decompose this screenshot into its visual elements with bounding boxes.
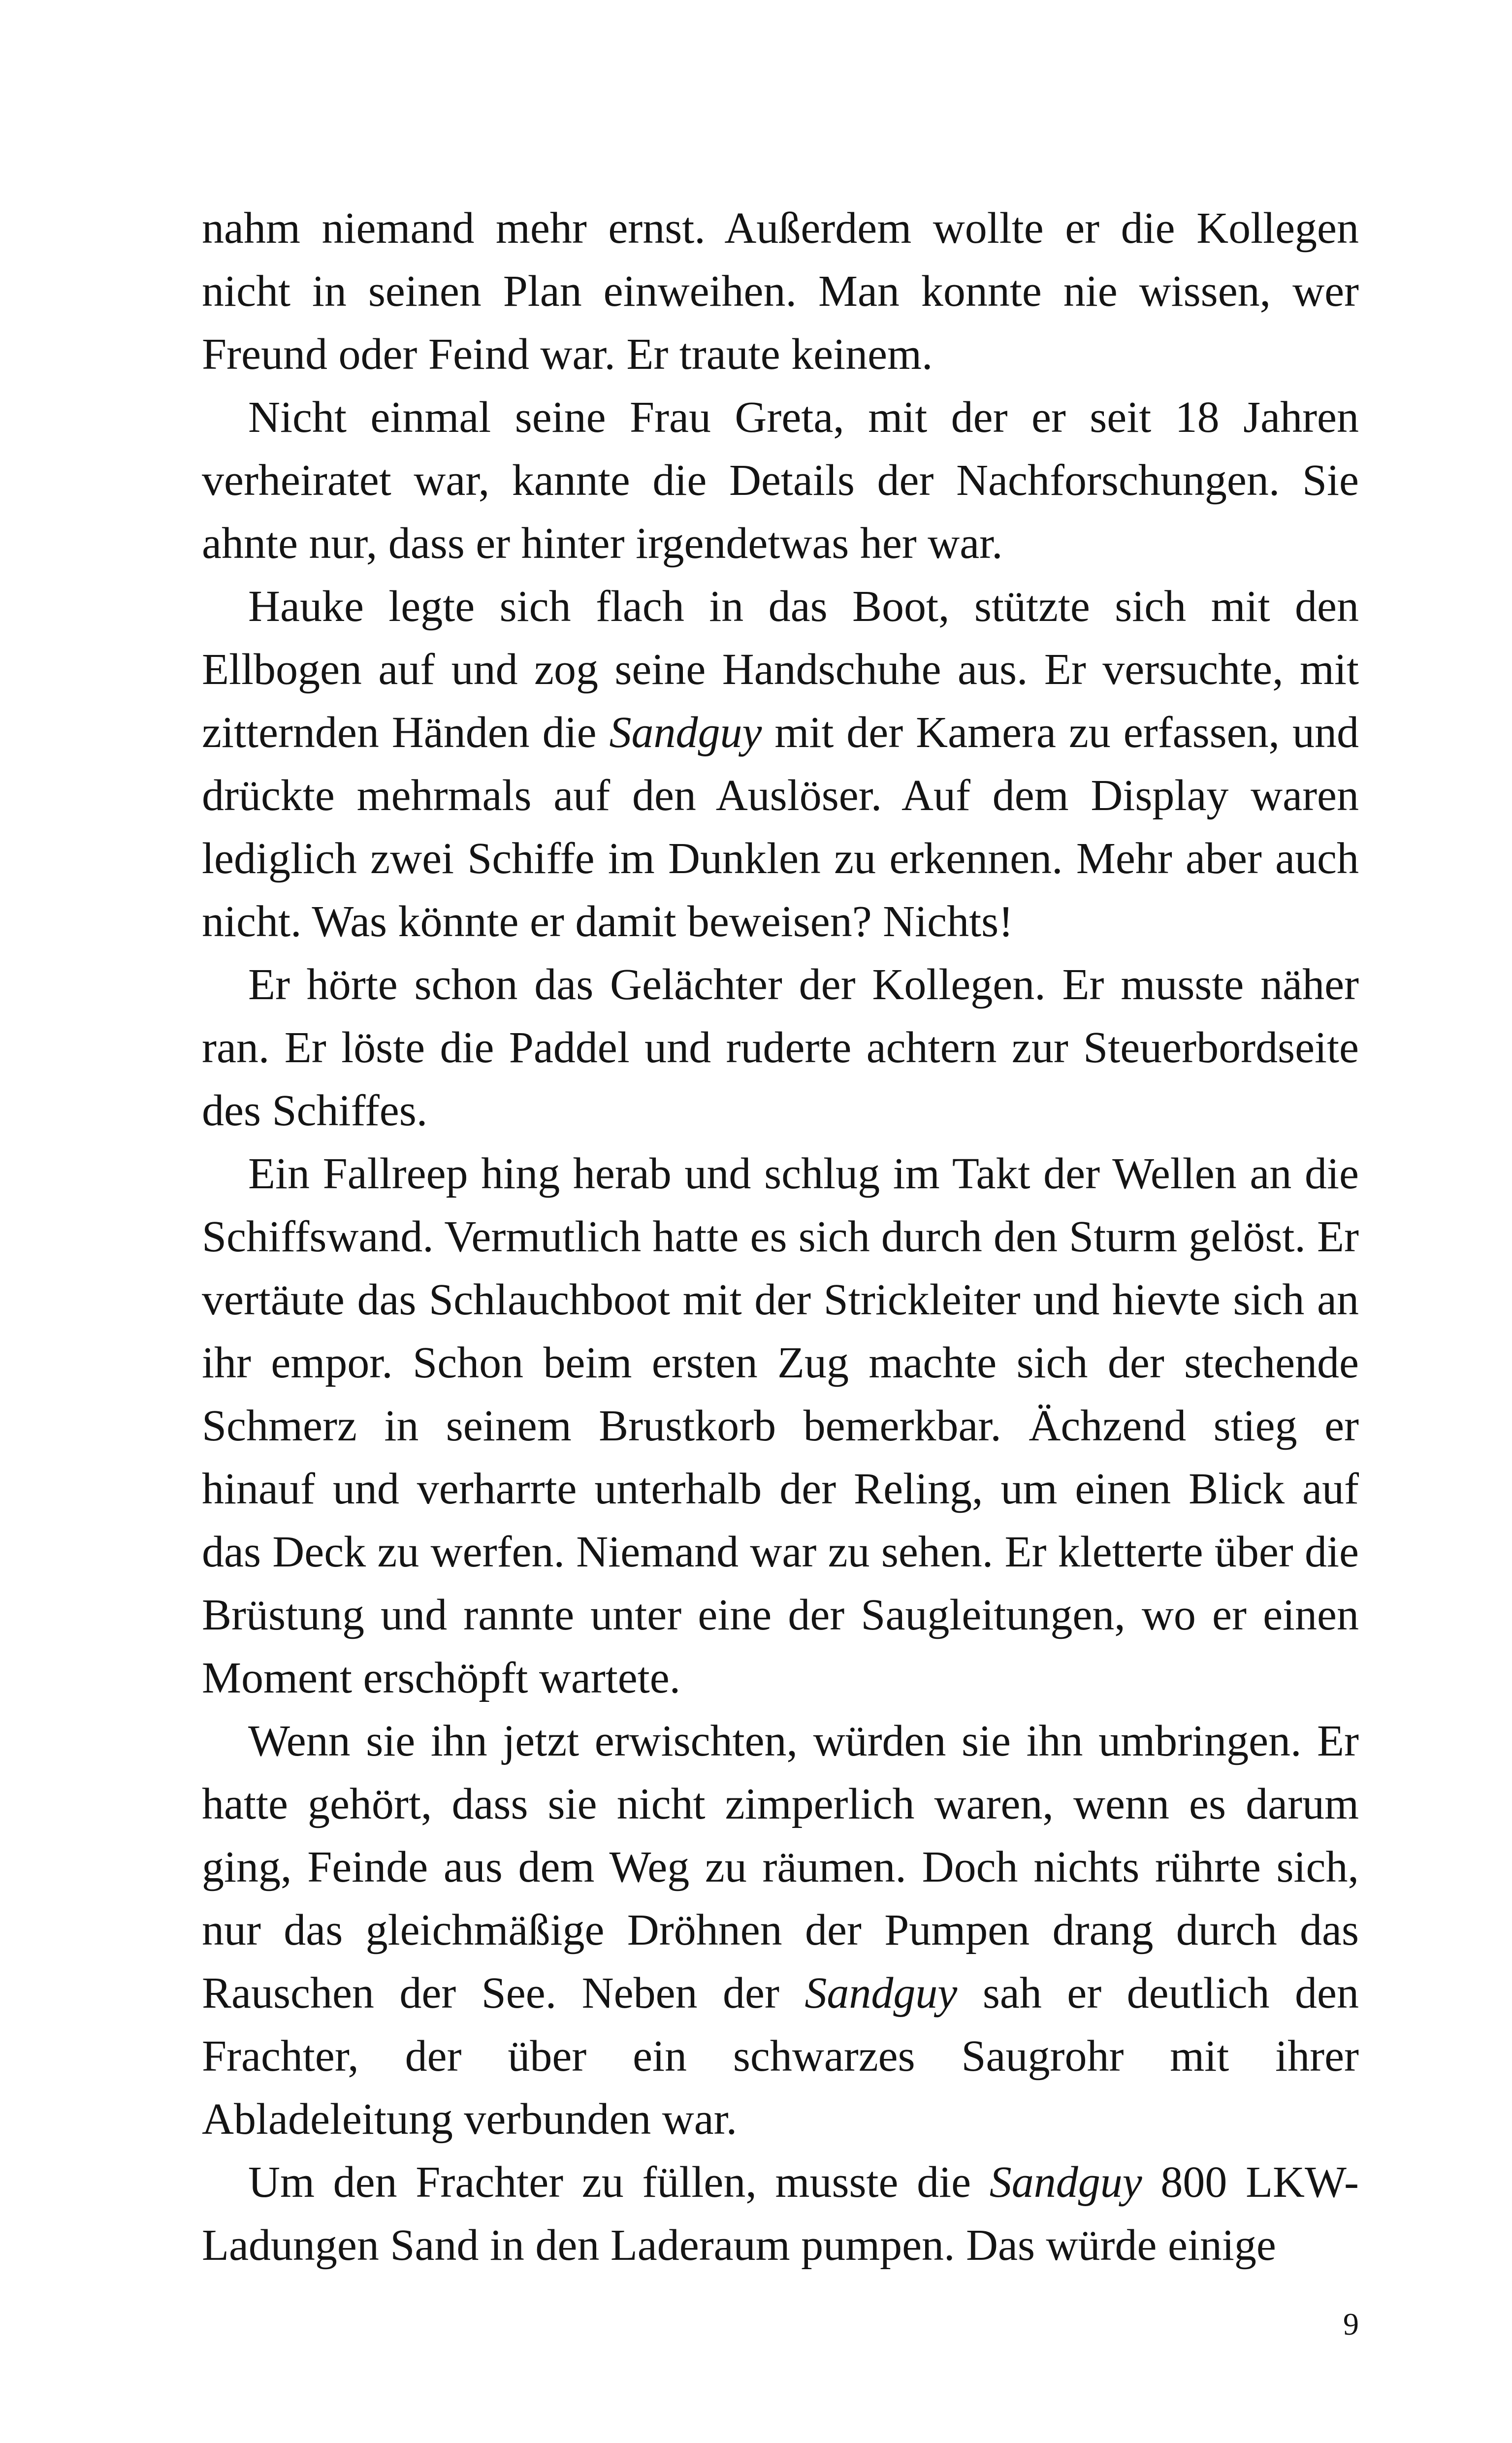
text-segment: Um den Frachter zu füllen, musste die: [248, 2158, 990, 2207]
text-segment: Er hörte schon das Gelächter der Kollegen. Er musste näher ran. Er löste die Paddel und ruderte achtern zur Steuerbordseite des Schiffes.: [202, 960, 1359, 1135]
italic-ship-name: Sandguy: [989, 2158, 1142, 2207]
paragraph: [202, 2151, 1359, 2277]
paragraph: [202, 1710, 1359, 2151]
paragraph: [202, 386, 1359, 575]
body-text: [202, 197, 1359, 2277]
text-segment: sah er deutlich den Frachter, der über ein schwarzes Saugrohr mit ihrer Abladeleitung verbunden war.: [202, 1969, 1359, 2144]
text-segment: nahm niemand mehr ernst. Außerdem wollte er die Kollegen nicht in seinen Plan einweihen. Man konnte nie wissen, wer Freund oder Feind war. Er traute keinem.: [202, 204, 1359, 379]
italic-ship-name: Sandguy: [609, 708, 762, 757]
paragraph: [202, 953, 1359, 1142]
paragraph: [202, 197, 1359, 386]
page-number: 9: [1343, 2307, 1359, 2342]
text-segment: mit der Kamera zu erfassen, und drückte mehrmals auf den Auslöser. Auf dem Display waren lediglich zwei Schiffe im Dunklen zu erkennen. Mehr aber auch nicht. Was könnte er damit beweisen? Nichts!: [202, 708, 1359, 946]
text-segment: Wenn sie ihn jetzt erwischten, würden sie ihn umbringen. Er hatte gehört, dass sie nicht zimperlich waren, wenn es darum ging, Feinde aus dem Weg zu räumen. Doch nichts rührte sich, nur das gleichmäßige Dröhnen der Pumpen drang durch das Rauschen der See. Neben der: [202, 1717, 1359, 2018]
text-segment: Hauke legte sich flach in das Boot, stützte sich mit den Ellbogen auf und zog seine Handschuhe aus. Er versuchte, mit zitternden Händen die: [202, 582, 1359, 757]
text-segment: 800 LKW-Ladungen Sand in den Laderaum pumpen. Das würde einige: [202, 2158, 1359, 2270]
text-segment: Nicht einmal seine Frau Greta, mit der er seit 18 Jahren verheiratet war, kannte die Details der Nachforschungen. Sie ahnte nur, dass er hinter irgendetwas her war.: [202, 393, 1359, 568]
paragraph: [202, 575, 1359, 953]
text-segment: Ein Fallreep hing herab und schlug im Takt der Wellen an die Schiffswand. Vermutlich hatte es sich durch den Sturm gelöst. Er vertäute das Schlauchboot mit der Strickleiter und hievte sich an ihr empor. Schon beim ersten Zug machte sich der stechende Schmerz in seinem Brustkorb bemerkbar. Ächzend stieg er hinauf und verharrte unterhalb der Reling, um einen Blick auf das Deck zu werfen. Niemand war zu sehen. Er kletterte über die Brüstung und rannte unter eine der Saugleitungen, wo er einen Moment erschöpft wartete.: [202, 1149, 1359, 1702]
paragraph: [202, 1142, 1359, 1710]
italic-ship-name: Sandguy: [804, 1969, 958, 2018]
